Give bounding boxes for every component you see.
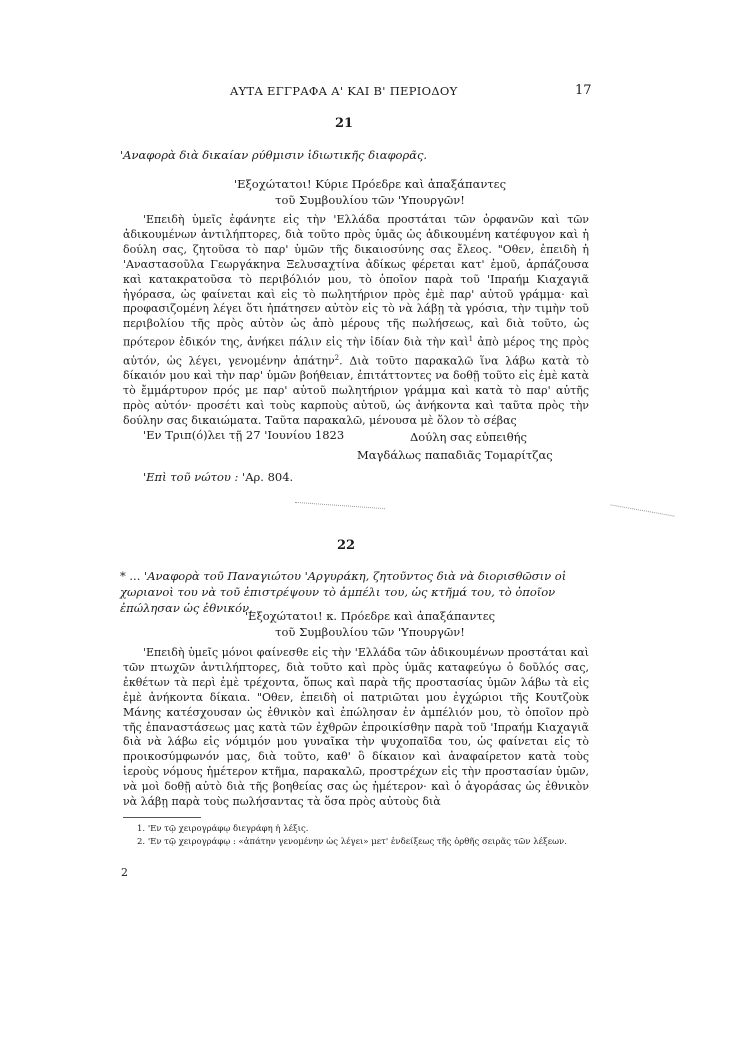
footnote [137, 823, 597, 836]
running-header: ΑΥΤΑ ΕΓΓΡΑΦΑ Α' ΚΑΙ Β' ΠΕΡΙΟΔΟΥ [230, 84, 458, 98]
body-text: . Διὰ τοῦτο παρακαλῶ ἵνα λάβω κατὰ τὸ δίκαιόν μου καὶ τὴν παρ' ὑμῶν βοήθειαν, ἐπιτάττοντες να δοθῇ τοῦτο εἰς ἐμὲ κατὰ τὸ ἔμμάρτυρον πρός με παρ' αὐτοῦ πωλητήριον γράμμα καὶ κατὰ τὸ παρ' αὐτῆς πρὸς αὐτόν· προσέτι καὶ τοὺς καρποὺς αὐτοῦ, ὡς ἀνήκοντα καὶ ταῦτα πρὸς τὴν δούλην σας δικαιώματα. Ταῦτα παρακαλῶ, μένουσα μὲ ὅλον τὸ σέβας [123, 354, 589, 428]
document-body [123, 213, 589, 429]
footnote-reference: 1 [468, 335, 474, 344]
document-number: 21 [334, 116, 354, 131]
salutation-line: 'Εξοχώτατοι! κ. Πρόεδρε καὶ ἀπαξάπαντες [244, 609, 496, 623]
scan-smudge [610, 504, 674, 516]
signature: Μαγδάλως παπαδιᾶς Τομαρίτζας [357, 448, 553, 462]
document-number: 22 [336, 538, 356, 553]
endorsement [143, 470, 293, 484]
title-text: 'Αναφορὰ τοῦ Παναγιώτου 'Αργυράκη, ζητοῦντος διὰ νὰ διορισθῶσιν οἱ χωριανοὶ του νὰ τοῦ ἐπιστρέψουν τὸ ἀμπέλι του, ὡς κτῆμά του, τὸ ὁποῖον ἐπώλησαν ὡς ἐθνικόν. [120, 569, 567, 615]
body-text: ἀπὸ μέρος της πρὸς αὐτόν, ὡς λέγει, γενομένην ἀπάτην [123, 335, 589, 368]
page-number: 17 [575, 83, 592, 98]
scan-smudge [295, 502, 385, 509]
footnote-reference: 2 [334, 353, 340, 362]
salutation-line: 'Εξοχώτατοι! Κύριε Πρόεδρε καὶ ἀπαξάπαντες [233, 177, 507, 191]
footnotes [137, 823, 597, 849]
footnote-text: 'Εν τῷ χειρογράφῳ : «ἀπάτην γενομένην ὡς λέγει» μετ' ἐνδείξεως τῆς ὀρθῆς σειρᾶς τῶν λέξεων. [147, 837, 567, 847]
footnote-text: 'Εν τῷ χειρογράφῳ διεγράφη ἡ λέξις. [147, 824, 309, 834]
salutation [170, 609, 570, 640]
footnote [137, 836, 597, 849]
footnote-mark: 1. [137, 824, 146, 834]
salutation-line: τοῦ Συμβουλίου τῶν 'Υπουργῶν! [275, 624, 465, 639]
signature-mark: 2 [121, 866, 128, 879]
closing-formula: Δούλη σας εὐπειθής [410, 430, 527, 444]
salutation-line: τοῦ Συμβουλίου τῶν 'Υπουργῶν! [275, 192, 465, 207]
footnote-rule [123, 817, 201, 818]
body-text: 'Επειδὴ ὑμεῖς μόνοι φαίνεσθε εἰς τὴν 'Ελλάδα τῶν ἀδικουμένων προστάται καὶ τῶν πτωχῶν ἀντιλήπτορες, διὰ τοῦτο καὶ πρὸς ὑμᾶς καταφεύγω ὁ δοῦλός σας, ἐκθέτων τὰ περὶ ἐμὲ τρέχοντα, ὅπως καὶ παρὰ τῆς προστασίας ὑμῶν λάβω τὰ εἰς ἐμὲ ἀνήκοντα δίκαια. "Οθεν, ἐπειδὴ οἱ πατριῶται μου ἐγχώριοι τῆς Κουτζοὺκ Μάνης κατέσχουσαν ὡς ἐθνικὸν καὶ ἐπώλησαν ἐν ἀμπέλιόν μου, τὸ ὁποῖον πρὸ τῆς ἐπαναστάσεως μας κατὰ τῶν ἐχθρῶν ἐπροικίσθην παρὰ τοῦ 'Ιπραήμ Κιαχαγιᾶ διὰ νὰ λάβω εἰς νόμιμόν μου γυναῖκα τὴν ψυχοπαῖδα του, ὡς φαίνεται εἰς τὸ προικοσύμφωνόν μας, διὰ τοῦτο, καθ' ὃ δίκαιον καὶ ἀναφαίρετον κατὰ τοὺς ἱεροὺς νόμους ἡμέτερον κτῆμα, παρακαλῶ, προστρέχων εἰς τὴν προστασίαν ὑμῶν, νὰ μοὶ δοθῇ αὐτὸ διὰ τῆς βοηθείας σας ὡς ἡμέτερον· καὶ ὁ ἀγοράσας ὡς ἐθνικὸν νὰ λάβῃ παρὰ τοὺς πωλήσαντας τὰ ὅσα πρὸς αὐτοὺς διὰ [123, 646, 589, 809]
title-prefix: * ... [120, 569, 145, 583]
body-text: 'Επειδὴ ὑμεῖς ἐφάνητε εἰς τὴν 'Ελλάδα προστάται τῶν ὀρφανῶν καὶ τῶν ἀδικουμένων ἀντιλήπτορες, διὰ τοῦτο πρὸς ὑμᾶς ὡς ἀδικουμένη κατέφυγον καὶ ἡ δούλη σας, ζητοῦσα τὸ παρ' ὑμῶν τῆς δικαιοσύνης σας ἔλεος. "Οθεν, ἐπειδὴ ἡ 'Αναστασοῦλα Γεωργάκηνα Ξελυσαχτίνα ἀδίκως φέρεται κατ' ἐμοῦ, ἁρπάζουσα καὶ κατακρατοῦσα τὸ περιβόλιόν μου, τὸ ὁποῖον παρὰ τοῦ 'Ιπραήμ Κιαχαγιᾶ ἠγόρασα, ὡς φαίνεται καὶ εἰς τὸ πωλητήριον πρὸς ἐμὲ παρ' αὐτοῦ γράμμα· καὶ προφασιζομένη λέγει ὅτι ἠπάτησεν αὐτὸν εἰς τὸ νὰ λάβῃ τὰ γρόσια, τὴν τιμὴν τοῦ περιβολίου τῆς πρὸς αὐτὸν ὡς ἀπὸ μέρους τῆς πωλήσεως, καὶ διὰ τοῦτο, ὡς πρότερον ἐδικόν της, ἀνήκει πάλιν εἰς τὴν ἰδίαν διὰ τὴν καὶ [123, 213, 589, 349]
salutation [170, 177, 570, 208]
endorsement-value: 'Αρ. 804. [242, 470, 294, 484]
document-body [123, 646, 589, 810]
place-date: 'Εν Τριπ(ό)λει τῇ 27 'Ιουνίου 1823 [143, 428, 345, 442]
document-title: 'Αναφορὰ διὰ δικαίαν ρύθμισιν ἰδιωτικῆς διαφορᾶς. [120, 148, 428, 162]
footnote-mark: 2. [137, 837, 146, 847]
endorsement-label: 'Επὶ τοῦ νώτου : [143, 470, 239, 484]
